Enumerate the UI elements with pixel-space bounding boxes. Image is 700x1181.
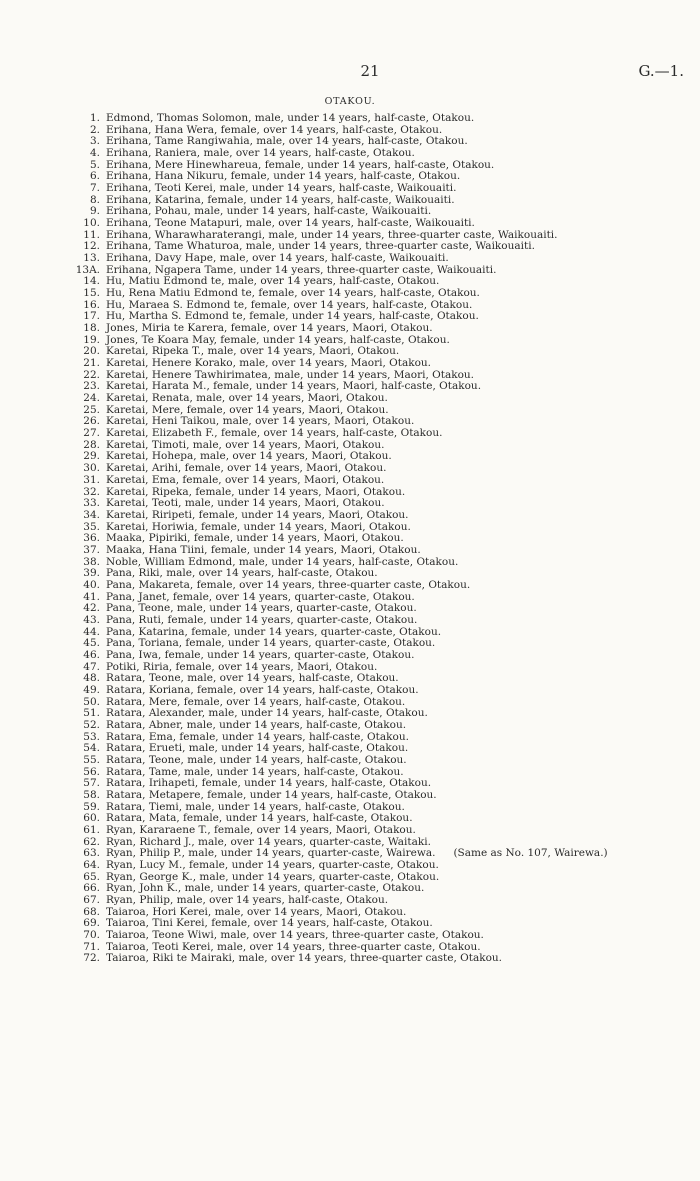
entry-text: Ryan, George K., male, under 14 years, quarter-caste, Otakou.: [106, 870, 440, 883]
entry-number: 24.: [83, 392, 100, 405]
entry-number: 34.: [83, 508, 100, 521]
entry-number: 23.: [83, 380, 100, 393]
entry-text: Pana, Ruti, female, under 14 years, quarter-caste, Otakou.: [106, 613, 418, 626]
entry-number: 6.: [89, 170, 100, 183]
list-item: [72, 510, 692, 522]
entry-text: Ratara, Mere, female, over 14 years, half-caste, Otakou.: [106, 695, 406, 708]
entry-text: Maaka, Hana Tiini, female, under 14 years, Maori, Otakou.: [106, 543, 421, 556]
list-item: [72, 895, 692, 907]
entry-number: 27.: [83, 427, 100, 440]
entry-number: 72.: [83, 952, 100, 965]
entry-text: Pana, Toriana, female, under 14 years, quarter-caste, Otakou.: [106, 637, 436, 650]
entry-text: Karetai, Ema, female, over 14 years, Maori, Otakou.: [106, 473, 385, 486]
entry-text: Taiaroa, Tini Kerei, female, over 14 years, half-caste, Otakou.: [106, 917, 433, 930]
entry-text: Karetai, Hohepa, male, over 14 years, Maori, Otakou.: [106, 450, 392, 463]
list-item: [72, 825, 692, 837]
entry-text: Karetai, Heni Taikou, male, over 14 years, Maori, Otakou.: [106, 415, 415, 428]
entry-text: Taiaroa, Teoti Kerei, male, over 14 years, three-quarter caste, Otakou.: [106, 940, 481, 953]
entry-text: Noble, William Edmond, male, under 14 years, half-caste, Otakou.: [106, 555, 459, 568]
entry-number: 5.: [89, 158, 100, 171]
entry-number: 71.: [83, 940, 100, 953]
entry-text: Ryan, Philip P., male, under 14 years, quarter-caste, Wairewa.: [106, 847, 436, 860]
entry-text: Karetai, Timoti, male, over 14 years, Maori, Otakou.: [106, 438, 385, 451]
entry-text: Taiaroa, Hori Kerei, male, over 14 years, Maori, Otakou.: [106, 905, 407, 918]
entry-text: Taiaroa, Teone Wiwi, male, over 14 years, three-quarter caste, Otakou.: [106, 929, 484, 942]
entry-number: 47.: [83, 660, 100, 673]
list-item: [72, 580, 692, 592]
entry-text: Maaka, Pipiriki, female, under 14 years, Maori, Otakou.: [106, 532, 404, 545]
entry-note: (Same as No. 107, Wairewa.): [453, 847, 608, 860]
entry-number: 7.: [89, 182, 100, 195]
entry-number: 32.: [83, 485, 100, 498]
entry-text: Karetai, Henere Korako, male, over 14 years, Maori, Otakou.: [106, 357, 432, 370]
entry-text: Karetai, Ripeka T., male, over 14 years, Maori, Otakou.: [106, 345, 400, 358]
entry-text: Pana, Riki, male, over 14 years, half-caste, Otakou.: [106, 567, 378, 580]
entry-text: Pana, Teone, male, under 14 years, quarter-caste, Otakou.: [106, 602, 417, 615]
entry-number: 1.: [89, 112, 100, 124]
entry-number: 48.: [83, 672, 100, 685]
entry-number: 63.: [83, 847, 100, 860]
entry-text: Erihana, Raniera, male, over 14 years, half-caste, Otakou.: [106, 147, 415, 160]
list-item: [72, 755, 692, 767]
entry-number: 20.: [83, 345, 100, 358]
entry-number: 41.: [83, 590, 100, 603]
entry-text: Edmond, Thomas Solomon, male, under 14 years, half-caste, Otakou.: [106, 112, 475, 124]
entry-number: 13A.: [75, 263, 100, 276]
entry-number: 36.: [83, 532, 100, 545]
entry-number: 58.: [83, 788, 100, 801]
entry-number: 39.: [83, 567, 100, 580]
list-item: [72, 953, 692, 965]
entry-number: 17.: [83, 310, 100, 323]
entry-number: 65.: [83, 870, 100, 883]
list-item: [72, 475, 692, 487]
entry-number: 56.: [83, 765, 100, 778]
entry-number: 45.: [83, 637, 100, 650]
entry-number: 26.: [83, 415, 100, 428]
entry-text: Erihana, Katarina, female, under 14 years, half-caste, Waikouaiti.: [106, 193, 455, 206]
entry-number: 9.: [89, 205, 100, 218]
list-item: [72, 860, 692, 872]
entry-text: Hu, Rena Matiu Edmond te, female, over 14 years, half-caste, Otakou.: [106, 287, 480, 300]
list-item: [72, 323, 692, 335]
entry-text: Karetai, Mere, female, over 14 years, Maori, Otakou.: [106, 403, 389, 416]
list-item: [72, 685, 692, 697]
entry-number: 21.: [83, 357, 100, 370]
entry-number: 22.: [83, 368, 100, 381]
entry-text: Pana, Janet, female, over 14 years, quarter-caste, Otakou.: [106, 590, 415, 603]
entry-number: 3.: [89, 135, 100, 148]
entry-text: Karetai, Henere Tawhirimatea, male, under 14 years, Maori, Otakou.: [106, 368, 475, 381]
entry-number: 13.: [83, 252, 100, 265]
list-item: [72, 720, 692, 732]
entry-number: 44.: [83, 625, 100, 638]
entry-text: Pana, Katarina, female, under 14 years, quarter-caste, Otakou.: [106, 625, 442, 638]
entry-number: 62.: [83, 835, 100, 848]
list-item: [72, 650, 692, 662]
entry-text: Jones, Te Koara May, female, under 14 years, half-caste, Otakou.: [106, 333, 450, 346]
entry-number: 66.: [83, 882, 100, 895]
entry-number: 69.: [83, 917, 100, 930]
entry-text: Ratara, Teone, male, under 14 years, half-caste, Otakou.: [106, 753, 407, 766]
entry-text: Erihana, Hana Nikuru, female, under 14 years, half-caste, Otakou.: [106, 170, 461, 183]
entry-text: Jones, Miria te Karera, female, over 14 years, Maori, Otakou.: [106, 322, 433, 335]
entry-number: 10.: [83, 217, 100, 230]
entry-text: Ratara, Mata, female, under 14 years, half-caste, Otakou.: [106, 812, 413, 825]
entry-number: 37.: [83, 543, 100, 556]
list-item: [72, 183, 692, 195]
entry-text: Karetai, Horiwia, female, under 14 years, Maori, Otakou.: [106, 520, 411, 533]
entry-text: Karetai, Renata, male, over 14 years, Maori, Otakou.: [106, 392, 388, 405]
entry-number: 42.: [83, 602, 100, 615]
entry-number: 50.: [83, 695, 100, 708]
entry-text: Taiaroa, Riki te Mairaki, male, over 14 years, three-quarter caste, Otakou.: [106, 952, 502, 965]
list-item: [72, 113, 692, 125]
entry-number: 4.: [89, 147, 100, 160]
entry-number: 16.: [83, 298, 100, 311]
entry-text: Potiki, Riria, female, over 14 years, Maori, Otakou.: [106, 660, 378, 673]
entry-number: 30.: [83, 462, 100, 475]
entry-text: Hu, Matiu Edmond te, male, over 14 years, half-caste, Otakou.: [106, 275, 440, 288]
entry-text: Erihana, Davy Hape, male, over 14 years, half-caste, Waikouaiti.: [106, 252, 449, 265]
entry-text: Hu, Maraea S. Edmond te, female, over 14 years, half-caste, Otakou.: [106, 298, 473, 311]
entry-number: 55.: [83, 753, 100, 766]
entry-number: 8.: [89, 193, 100, 206]
entry-number: 35.: [83, 520, 100, 533]
list-item: [72, 545, 692, 557]
entry-number: 53.: [83, 730, 100, 743]
entry-number: 67.: [83, 894, 100, 907]
entry-number: 33.: [83, 497, 100, 510]
entry-number: 57.: [83, 777, 100, 790]
list-item: [72, 288, 692, 300]
entry-text: Erihana, Tame Whaturoa, male, under 14 years, three-quarter caste, Waikouaiti.: [106, 240, 535, 253]
entry-text: Ryan, Richard J., male, over 14 years, quarter-caste, Waitaki.: [106, 835, 431, 848]
entry-number: 28.: [83, 438, 100, 451]
entry-text: Karetai, Teoti, male, under 14 years, Maori, Otakou.: [106, 497, 385, 510]
entry-text: Ratara, Metapere, female, under 14 years, half-caste, Otakou.: [106, 788, 437, 801]
entry-number: 18.: [83, 322, 100, 335]
entry-number: 14.: [83, 275, 100, 288]
entry-text: Karetai, Elizabeth F., female, over 14 years, half-caste, Otakou.: [106, 427, 443, 440]
entry-text: Erihana, Ngapera Tame, under 14 years, three-quarter caste, Waikouaiti.: [106, 263, 497, 276]
entry-number: 19.: [83, 333, 100, 346]
entry-text: Ryan, Kararaene T., female, over 14 years, Maori, Otakou.: [106, 823, 416, 836]
entry-number: 52.: [83, 718, 100, 731]
entry-text: Ratara, Abner, male, under 14 years, half-caste, Otakou.: [106, 718, 407, 731]
entry-number: 64.: [83, 859, 100, 871]
entry-text: Erihana, Mere Hinewhareua, female, under 14 years, half-caste, Otakou.: [106, 158, 495, 171]
entry-number: 2.: [89, 123, 100, 136]
list-item: [72, 253, 692, 265]
entry-text: Karetai, Arihi, female, over 14 years, Maori, Otakou.: [106, 462, 387, 475]
entry-number: 31.: [83, 473, 100, 486]
entry-number: 49.: [83, 683, 100, 696]
entry-number: 38.: [83, 555, 100, 568]
entry-number: 51.: [83, 707, 100, 720]
entry-text: Pana, Iwa, female, under 14 years, quarter-caste, Otakou.: [106, 648, 415, 661]
entry-number: 29.: [83, 450, 100, 463]
section-title: OTAKOU.: [324, 96, 376, 107]
entry-text: Karetai, Harata M., female, under 14 years, Maori, half-caste, Otakou.: [106, 380, 482, 393]
list-item: [72, 790, 692, 802]
register-list: [72, 113, 692, 965]
entry-text: Ratara, Tame, male, under 14 years, half-caste, Otakou.: [106, 765, 404, 778]
entry-text: Ratara, Teone, male, over 14 years, half-caste, Otakou.: [106, 672, 399, 685]
entry-number: 60.: [83, 812, 100, 825]
entry-number: 15.: [83, 287, 100, 300]
page-number: 21: [360, 62, 380, 80]
entry-text: Karetai, Riripeti, female, under 14 years, Maori, Otakou.: [106, 508, 409, 521]
entry-text: Ryan, John K., male, under 14 years, quarter-caste, Otakou.: [106, 882, 425, 895]
list-item: [72, 615, 692, 627]
entry-number: 70.: [83, 929, 100, 942]
entry-text: Erihana, Tame Rangiwahia, male, over 14 years, half-caste, Otakou.: [106, 135, 468, 148]
entry-number: 59.: [83, 800, 100, 813]
entry-number: 54.: [83, 742, 100, 755]
list-item: [72, 930, 692, 942]
entry-text: Hu, Martha S. Edmond te, female, under 14 years, half-caste, Otakou.: [106, 310, 479, 323]
entry-number: 11.: [83, 228, 100, 241]
entry-text: Ratara, Tiemi, male, under 14 years, half-caste, Otakou.: [106, 800, 405, 813]
entry-text: Erihana, Hana Wera, female, over 14 years, half-caste, Otakou.: [106, 123, 443, 136]
entry-number: 61.: [83, 823, 100, 836]
entry-number: 40.: [83, 578, 100, 591]
entry-number: 12.: [83, 240, 100, 253]
entry-text: Ratara, Erueti, male, under 14 years, half-caste, Otakou.: [106, 742, 409, 755]
entry-text: Karetai, Ripeka, female, under 14 years, Maori, Otakou.: [106, 485, 406, 498]
entry-text: Erihana, Pohau, male, under 14 years, half-caste, Waikouaiti.: [106, 205, 432, 218]
entry-number: 68.: [83, 905, 100, 918]
entry-text: Ratara, Irihapeti, female, under 14 years, half-caste, Otakou.: [106, 777, 432, 790]
entry-number: 43.: [83, 613, 100, 626]
entry-text: Erihana, Teoti Kerei, male, under 14 years, half-caste, Waikouaiti.: [106, 182, 457, 195]
entry-number: 46.: [83, 648, 100, 661]
entry-text: Ryan, Philip, male, over 14 years, half-caste, Otakou.: [106, 894, 389, 907]
entry-text: Erihana, Wharawharaterangi, male, under 14 years, three-quarter caste, Waikouaiti.: [106, 228, 558, 241]
entry-text: Erihana, Teone Matapuri, male, over 14 years, half-caste, Waikouaiti.: [106, 217, 475, 230]
entry-number: 25.: [83, 403, 100, 416]
entry-text: Ratara, Ema, female, under 14 years, half-caste, Otakou.: [106, 730, 409, 743]
entry-text: Ratara, Alexander, male, under 14 years, half-caste, Otakou.: [106, 707, 428, 720]
entry-text: Ratara, Koriana, female, over 14 years, half-caste, Otakou.: [106, 683, 419, 696]
entry-text: Pana, Makareta, female, over 14 years, three-quarter caste, Otakou.: [106, 578, 471, 591]
list-item: [72, 218, 692, 230]
list-item: [72, 148, 692, 160]
entry-text: Ryan, Lucy M., female, under 14 years, quarter-caste, Otakou.: [106, 859, 439, 871]
series-code: G.—1.: [638, 62, 684, 80]
